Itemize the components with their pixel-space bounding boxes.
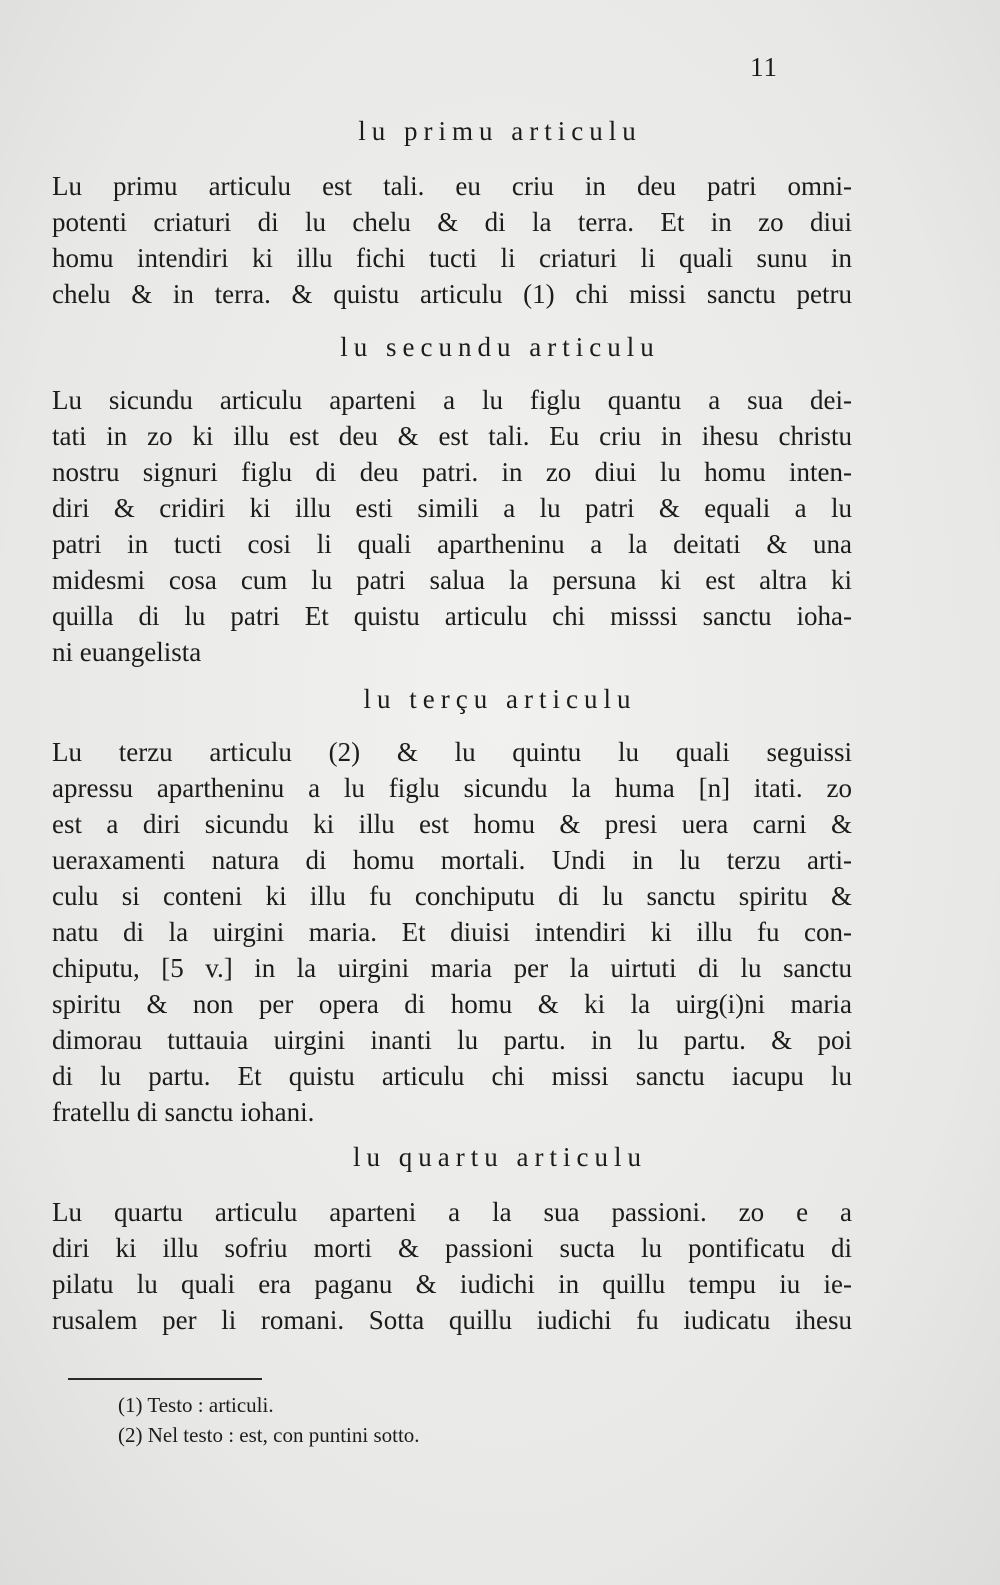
text-line: chiputu, [5 v.] in la uirgini maria per la uirtuti di lu sanctu xyxy=(52,953,852,983)
text-line: chelu & in terra. & quistu articulu (1) chi missi sanctu petru xyxy=(52,279,852,309)
text-line: natu di la uirgini maria. Et diuisi intendiri ki illu fu con- xyxy=(52,917,852,947)
footnote: (1) Testo : articuli. xyxy=(118,1393,274,1417)
text-line: potenti criaturi di lu chelu & di la terra. Et in zo diui xyxy=(52,207,852,237)
footnote: (2) Nel testo : est, con puntini sotto. xyxy=(118,1423,420,1447)
text-line: nostru signuri figlu di deu patri. in zo diui lu homu inten- xyxy=(52,457,852,487)
text-line: Lu terzu articulu (2) & lu quintu lu quali seguissi xyxy=(52,737,852,767)
text-line: ueraxamenti natura di homu mortali. Undi in lu terzu arti- xyxy=(52,845,852,875)
text-line: homu intendiri ki illu fichi tucti li criaturi li quali sunu in xyxy=(52,243,852,273)
footnote-rule xyxy=(68,1378,262,1380)
section-heading: lu secundu articulu xyxy=(340,332,660,362)
text-line: diri ki illu sofriu morti & passioni sucta lu pontificatu di xyxy=(52,1233,852,1263)
section-heading: lu quartu articulu xyxy=(353,1142,647,1172)
text-line: est a diri sicundu ki illu est homu & presi uera carni & xyxy=(52,809,852,839)
section-heading: lu primu articulu xyxy=(358,116,642,146)
text-line: tati in zo ki illu est deu & est tali. Eu criu in ihesu christu xyxy=(52,421,852,451)
text-line: culu si conteni ki illu fu conchiputu di lu sanctu spiritu & xyxy=(52,881,852,911)
text-line: fratellu di sanctu iohani. xyxy=(52,1097,315,1127)
section-heading: lu terçu articulu xyxy=(363,684,637,714)
text-line: midesmi cosa cum lu patri salua la persuna ki est altra ki xyxy=(52,565,852,595)
text-line: pilatu lu quali era paganu & iudichi in quillu tempu iu ie- xyxy=(52,1269,852,1299)
text-line: Lu primu articulu est tali. eu criu in deu patri omni- xyxy=(52,171,852,201)
text-line: diri & cridiri ki illu esti simili a lu patri & equali a lu xyxy=(52,493,852,523)
text-line: rusalem per li romani. Sotta quillu iudichi fu iudicatu ihesu xyxy=(52,1305,852,1335)
text-line: patri in tucti cosi li quali apartheninu a la deitati & una xyxy=(52,529,852,559)
text-line: dimorau tuttauia uirgini inanti lu partu. in lu partu. & poi xyxy=(52,1025,852,1055)
text-line: apressu apartheninu a lu figlu sicundu la huma [n] itati. zo xyxy=(52,773,852,803)
text-line: quilla di lu patri Et quistu articulu chi misssi sanctu ioha- xyxy=(52,601,852,631)
text-line: spiritu & non per opera di homu & ki la uirg(i)ni maria xyxy=(52,989,852,1019)
text-line: Lu quartu articulu aparteni a la sua passioni. zo e a xyxy=(52,1197,852,1227)
text-line: di lu partu. Et quistu articulu chi missi sanctu iacupu lu xyxy=(52,1061,852,1091)
text-line: ni euangelista xyxy=(52,637,202,667)
page-number: 11 xyxy=(750,52,778,82)
text-line: Lu sicundu articulu aparteni a lu figlu quantu a sua dei- xyxy=(52,385,852,415)
